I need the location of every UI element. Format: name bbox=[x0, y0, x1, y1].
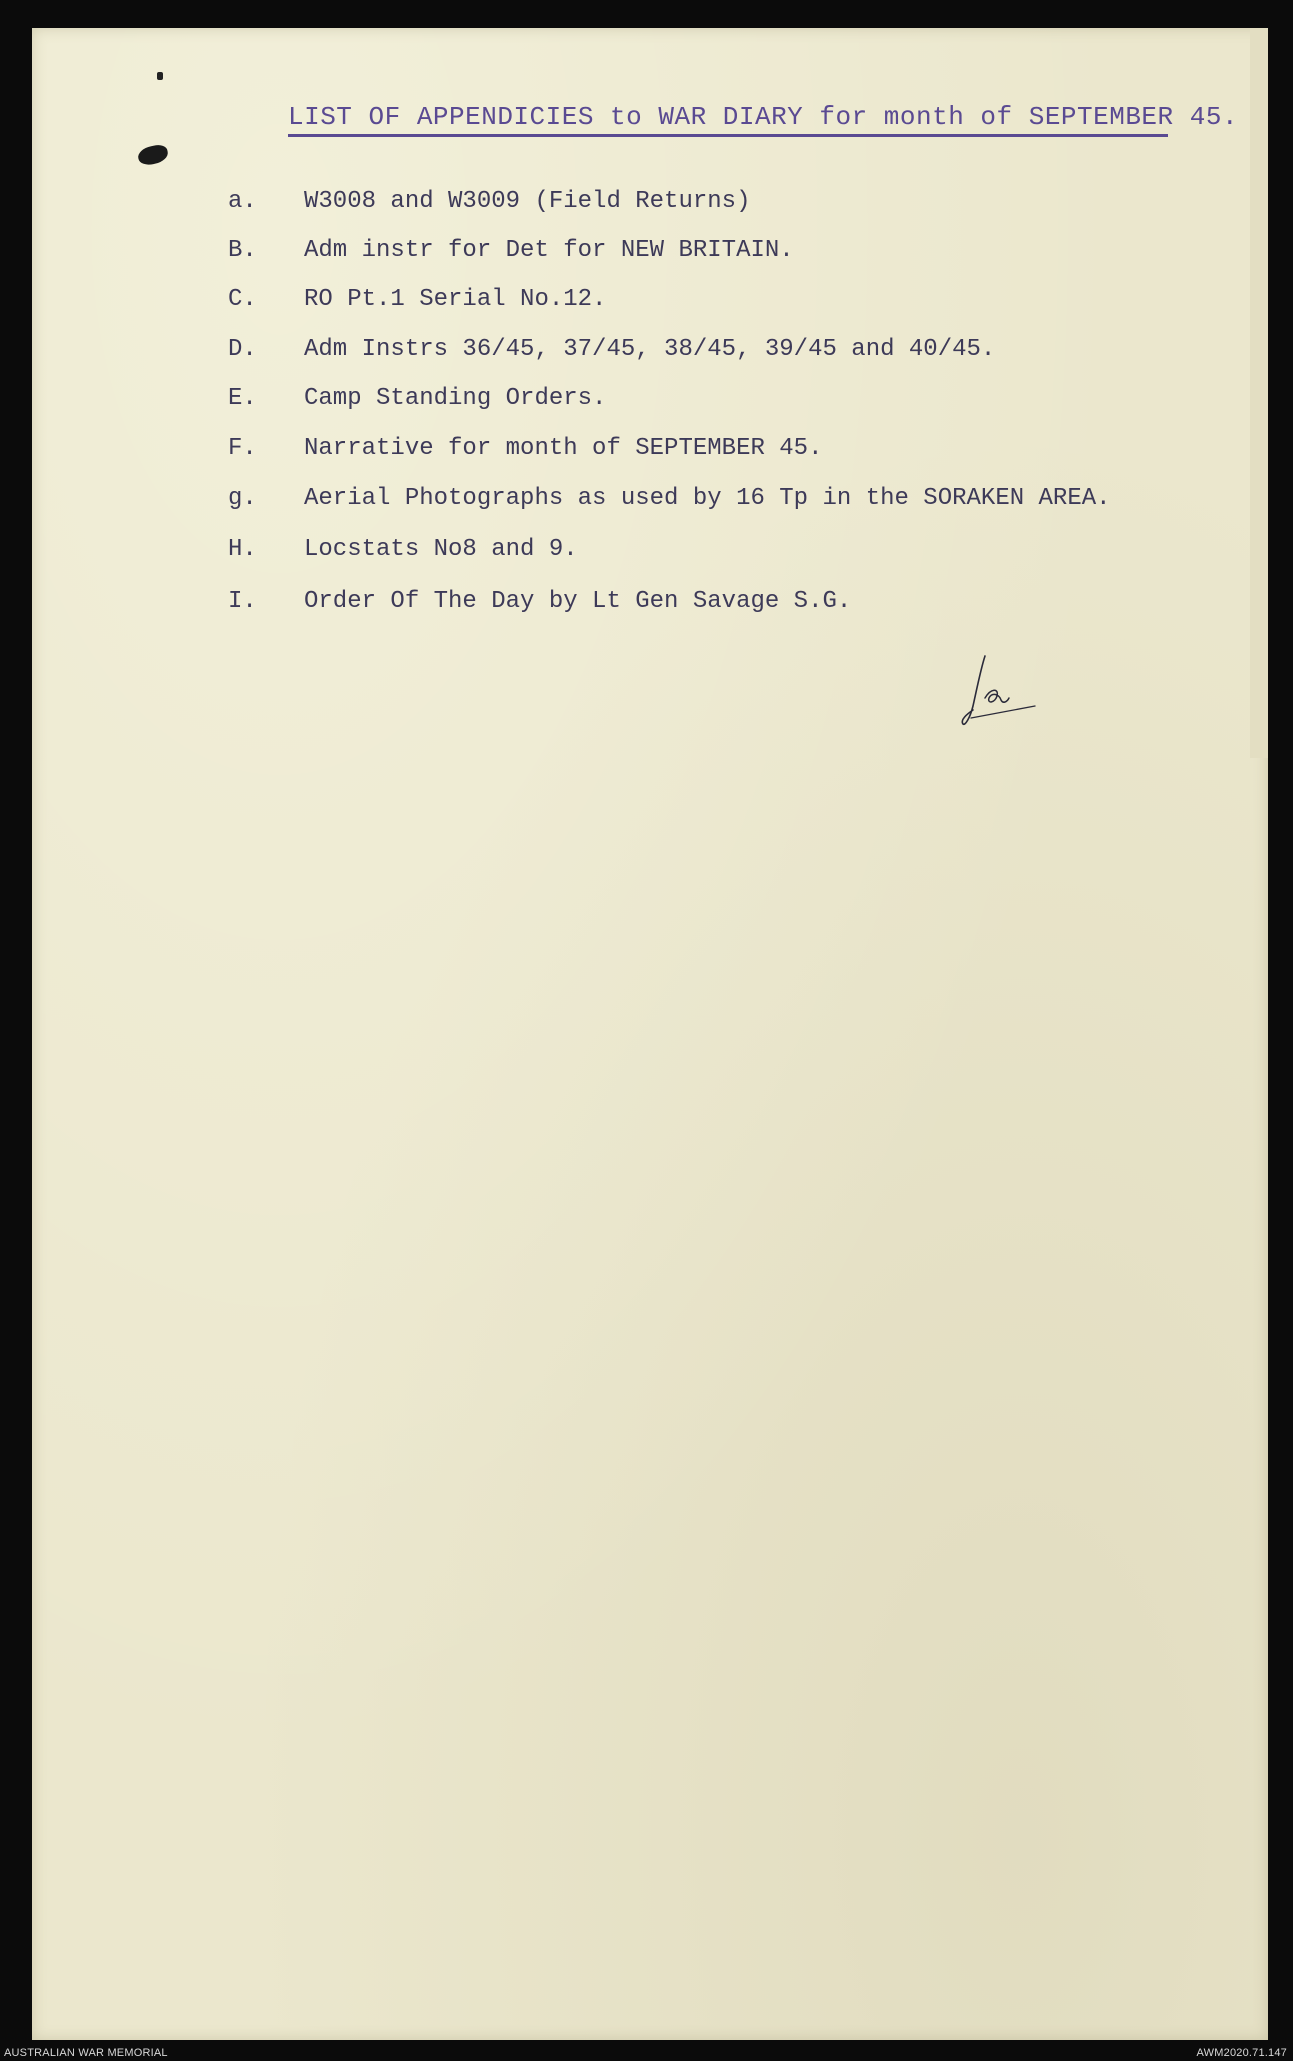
archive-reference: AWM2020.71.147 bbox=[1196, 2047, 1287, 2059]
item-text: Order Of The Day by Lt Gen Savage S.G. bbox=[304, 588, 852, 615]
item-text: RO Pt.1 Serial No.12. bbox=[304, 286, 607, 313]
item-text: Narrative for month of SEPTEMBER 45. bbox=[304, 435, 823, 462]
staple-mark bbox=[157, 72, 163, 80]
item-text: W3008 and W3009 (Field Returns) bbox=[304, 188, 751, 215]
item-text: Adm instr for Det for NEW BRITAIN. bbox=[304, 237, 794, 264]
item-letter: I. bbox=[228, 588, 257, 615]
item-letter: C. bbox=[228, 286, 257, 313]
item-letter: g. bbox=[228, 485, 257, 512]
item-text: Camp Standing Orders. bbox=[304, 385, 607, 412]
footer-bar bbox=[0, 2044, 1293, 2061]
item-letter: E. bbox=[228, 385, 257, 412]
item-letter: H. bbox=[228, 536, 257, 563]
item-text: Aerial Photographs as used by 16 Tp in the SORAKEN AREA. bbox=[304, 485, 1111, 512]
paper-edge bbox=[1250, 28, 1268, 758]
handwritten-initials bbox=[955, 648, 1045, 738]
item-letter: F. bbox=[228, 435, 257, 462]
item-text: Locstats No8 and 9. bbox=[304, 536, 578, 563]
archive-credit: AUSTRALIAN WAR MEMORIAL bbox=[4, 2047, 168, 2059]
item-letter: a. bbox=[228, 188, 257, 215]
item-letter: B. bbox=[228, 237, 257, 264]
document-heading: LIST OF APPENDICIES to WAR DIARY for month of SEPTEMBER 45. bbox=[288, 102, 1168, 137]
item-text: Adm Instrs 36/45, 37/45, 38/45, 39/45 and 40/45. bbox=[304, 336, 996, 363]
item-letter: D. bbox=[228, 336, 257, 363]
document-page bbox=[32, 28, 1268, 2040]
